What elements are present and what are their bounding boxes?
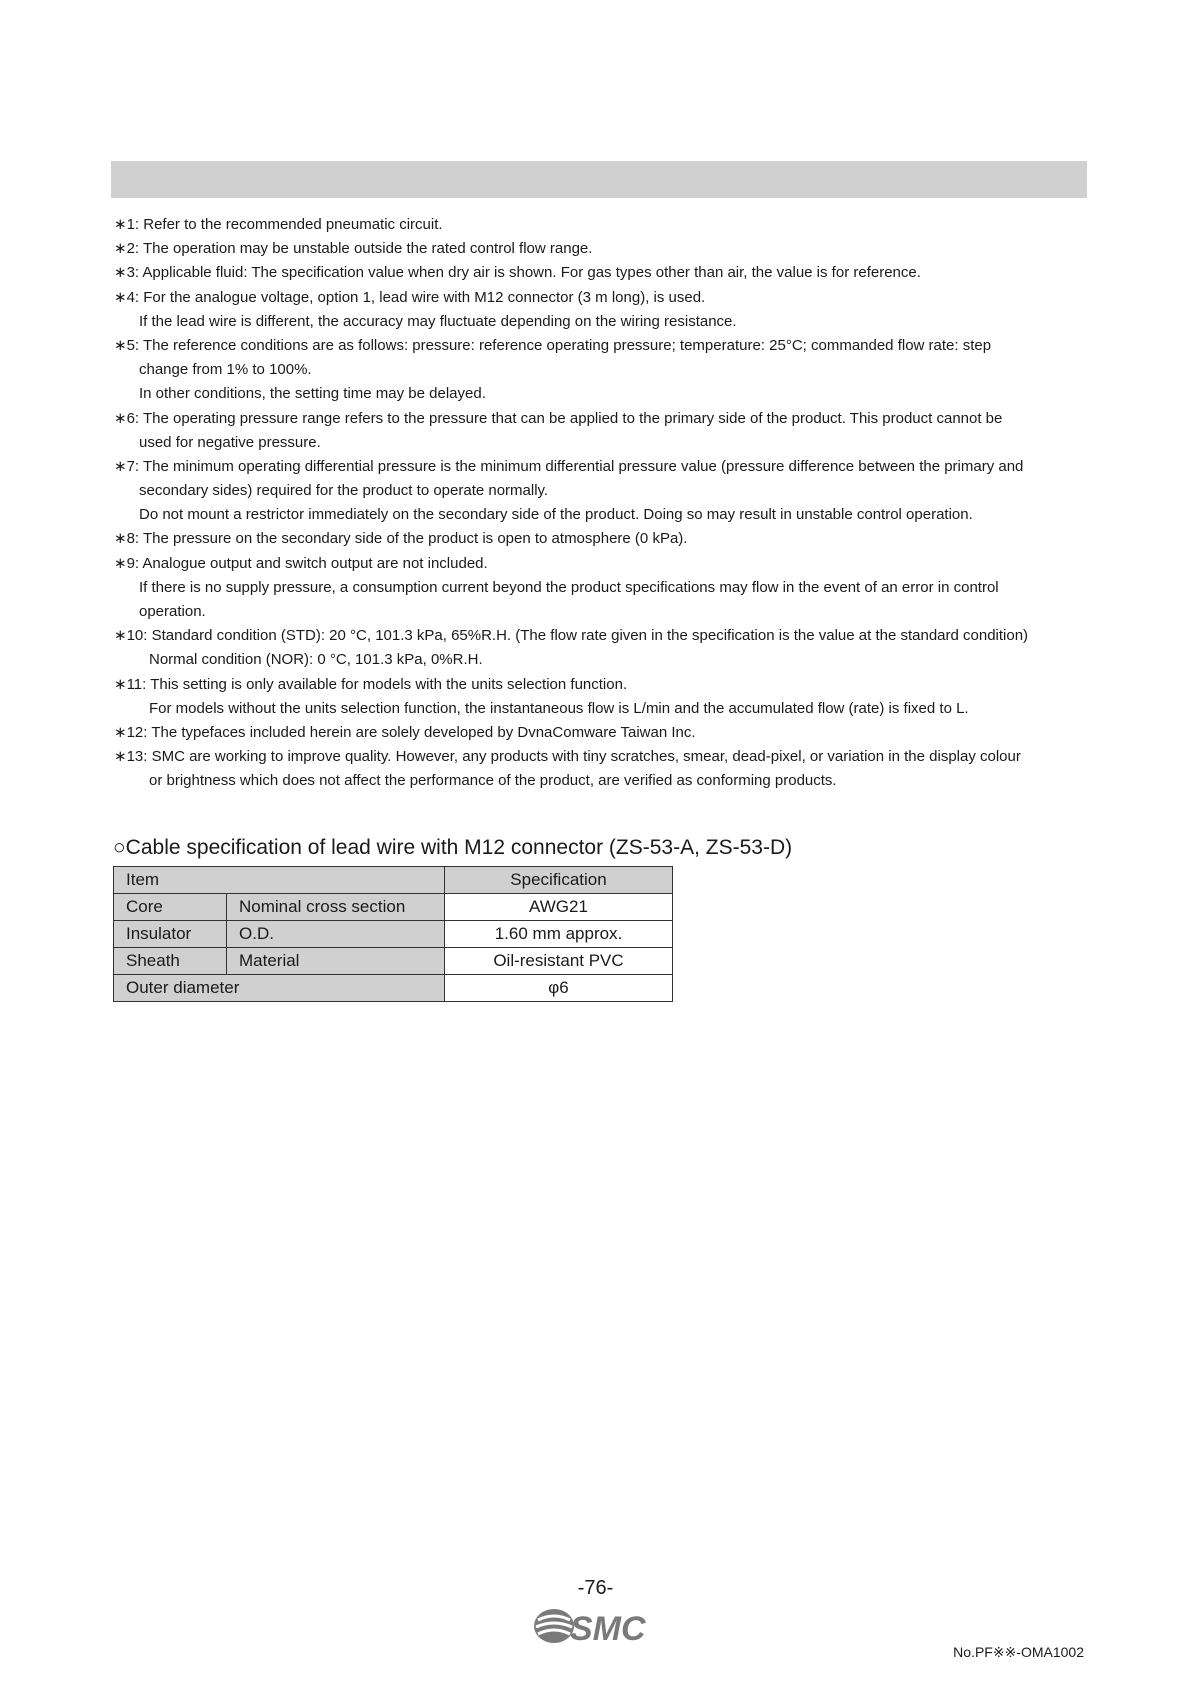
note-line: For models without the units selection function, the instantaneous flow is L/min and the accumulated flow (rate) is fixed to L.	[149, 699, 969, 717]
note-line: secondary sides) required for the product to operate normally.	[139, 482, 549, 500]
note-line: used for negative pressure.	[139, 433, 321, 451]
header-item-cell: Item	[114, 867, 445, 894]
note-line: ∗2: The operation may be unstable outside the rated control flow range.	[114, 240, 593, 258]
note-line: If the lead wire is different, the accuracy may fluctuate depending on the wiring resistance.	[139, 312, 737, 330]
page-number: -76-	[577, 1577, 614, 1599]
note-line: ∗8: The pressure on the secondary side of the product is open to atmosphere (0 kPa).	[114, 530, 688, 548]
row-group-cell: Insulator	[114, 921, 227, 948]
note-line: or brightness which does not affect the performance of the product, are verified as conforming products.	[149, 772, 837, 790]
note-line: In other conditions, the setting time may be delayed.	[139, 385, 486, 403]
note-line: ∗3: Applicable fluid: The specification value when dry air is shown. For gas types other than air, the value is for reference.	[114, 264, 921, 282]
table-row	[114, 921, 673, 948]
table-row	[114, 975, 673, 1002]
table-row	[114, 948, 673, 975]
note-line: change from 1% to 100%.	[139, 361, 312, 379]
document-number: No.PF※※-OMA1002	[953, 1644, 1084, 1660]
note-line: Do not mount a restrictor immediately on the secondary side of the product. Doing so may result in unstable control operation.	[139, 506, 973, 524]
row-sub-cell: O.D.	[227, 921, 445, 948]
row-sub-cell: Nominal cross section	[227, 894, 445, 921]
row-group-cell: Sheath	[114, 948, 227, 975]
note-line: ∗11: This setting is only available for models with the units selection function.	[114, 675, 628, 693]
outer-diameter-value-cell: φ6	[445, 975, 673, 1002]
row-value-cell: AWG21	[445, 894, 673, 921]
row-sub-cell: Material	[227, 948, 445, 975]
row-value-cell: Oil-resistant PVC	[445, 948, 673, 975]
note-line: ∗9: Analogue output and switch output are not included.	[114, 554, 488, 572]
outer-diameter-label-cell: Outer diameter	[114, 975, 445, 1002]
note-line: If there is no supply pressure, a consumption current beyond the product specifications may flow in the event of an error in control	[139, 578, 999, 596]
note-line: operation.	[139, 603, 206, 620]
note-line: ∗6: The operating pressure range refers to the pressure that can be applied to the primary side of the product. This product cannot be	[114, 409, 1003, 427]
note-line: ∗5: The reference conditions are as follows: pressure: reference operating pressure; temperature: 25°C; commanded flow rate: step	[114, 336, 992, 354]
note-line: ∗1: Refer to the recommended pneumatic circuit.	[114, 216, 443, 233]
row-group-cell: Core	[114, 894, 227, 921]
note-line: ∗13: SMC are working to improve quality. However, any products with tiny scratches, smear, dead-pixel, or variation in the display colour	[114, 748, 1021, 766]
note-line: ∗4: For the analogue voltage, option 1, lead wire with M12 connector (3 m long), is used.	[114, 288, 706, 306]
note-line: ∗10: Standard condition (STD): 20 °C, 101.3 kPa, 65%R.H. (The flow rate given in the specification is the value at the standard condition)	[114, 627, 1029, 645]
table-row	[114, 894, 673, 921]
logo-text: SMC	[570, 1610, 646, 1648]
header-bar	[111, 161, 1087, 198]
note-line: ∗7: The minimum operating differential pressure is the minimum differential pressure value (pressure difference between the primary and	[114, 457, 1024, 475]
note-line: Normal condition (NOR): 0 °C, 101.3 kPa, 0%R.H.	[149, 651, 483, 669]
cable-spec-table	[113, 866, 673, 1002]
note-line: ∗12: The typefaces included herein are solely developed by DvnaComware Taiwan Inc.	[114, 723, 696, 741]
table-header-row	[114, 867, 673, 894]
section-title: ○Cable specification of lead wire with M12 connector (ZS-53-A, ZS-53-D)	[113, 836, 793, 859]
header-spec-cell: Specification	[445, 867, 673, 894]
row-value-cell: 1.60 mm approx.	[445, 921, 673, 948]
smc-logo-icon	[532, 1604, 662, 1648]
notes-list	[114, 213, 1094, 794]
